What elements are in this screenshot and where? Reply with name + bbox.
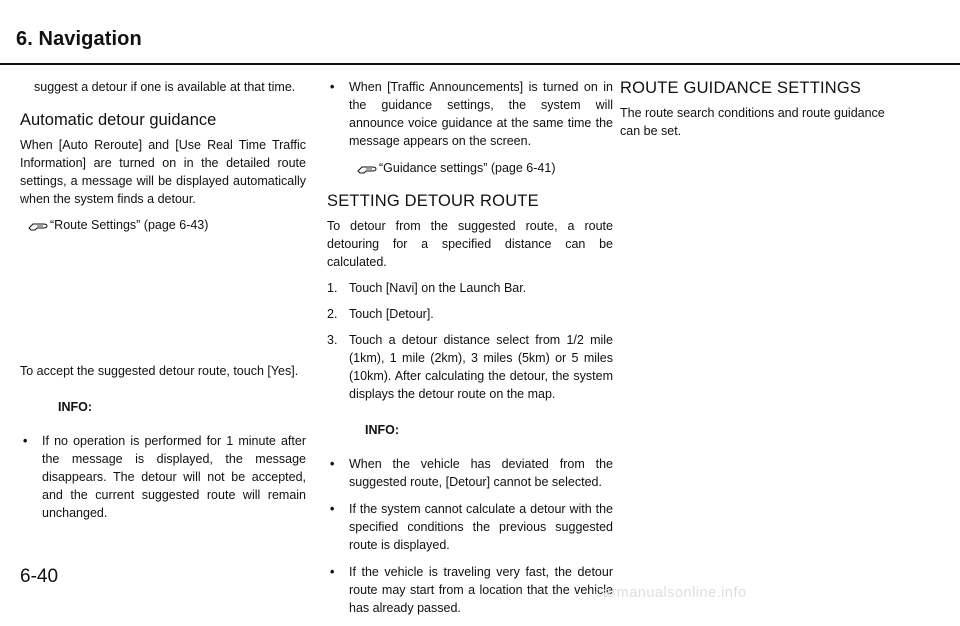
paragraph-auto-reroute: When [Auto Reroute] and [Use Real Time Traffic Information] are turned on in the detailed route settings, a message will be displayed automatically when the system finds a detour. [20, 138, 306, 206]
step-item [327, 331, 613, 403]
step-item [327, 305, 613, 323]
column-2 [327, 78, 613, 626]
step-number: 1. [327, 281, 338, 295]
watermark: carmanualsonline.info [595, 585, 747, 601]
step-text: Touch [Navi] on the Launch Bar. [349, 281, 527, 295]
list-item [327, 563, 613, 617]
page-number: 6-40 [20, 566, 59, 587]
list-item [20, 432, 306, 522]
info-label: INFO: [58, 400, 93, 414]
paragraph-route-guidance: The route search conditions and route guidance can be set. [620, 106, 885, 138]
list-item [327, 78, 613, 150]
list-item-text: When the vehicle has deviated from the suggested route, [Detour] cannot be selected. [349, 457, 613, 489]
list-item [327, 455, 613, 491]
column-1 [20, 78, 306, 531]
step-text: Touch a detour distance select from 1/2 mile (1km), 1 mile (2km), 3 miles (5km) or 5 miles (10km). After calculating the detour, the system displays the detour route on the map. [349, 333, 613, 401]
section-heading-setting-detour: SETTING DETOUR ROUTE [327, 192, 539, 210]
cross-reference-guidance-settings[interactable] [327, 159, 613, 177]
continued-paragraph: suggest a detour if one is available at that time. [34, 80, 296, 94]
step-number: 2. [327, 307, 338, 321]
list-item [327, 500, 613, 554]
paragraph-detour-intro: To detour from the suggested route, a route detouring for a specified distance can be calculated. [327, 219, 613, 269]
spacer [20, 242, 306, 362]
cross-reference-text: “Route Settings” (page 6-43) [50, 218, 209, 232]
section-heading-automatic-detour: Automatic detour guidance [20, 111, 217, 129]
step-text: Touch [Detour]. [349, 307, 434, 321]
list-item-text: If no operation is performed for 1 minute after the message is displayed, the message disappears. The detour will not be accepted, and the current suggested route will remain unchanged. [42, 434, 306, 520]
list-item-text: If the system cannot calculate a detour with the specified conditions the previous suggested route is displayed. [349, 502, 613, 552]
bullet-dot: • [23, 434, 28, 448]
pointing-hand-icon [357, 164, 377, 174]
cross-reference-text: “Guidance settings” (page 6-41) [379, 161, 556, 175]
list-item-text: When [Traffic Announcements] is turned on in the guidance settings, the system will announce voice guidance at the same time the message appears on the screen. [349, 80, 613, 148]
list-item-text: If the vehicle is traveling very fast, the detour route may start from a location that the vehicle has already passed. [349, 565, 613, 615]
header-rule [0, 63, 960, 65]
info-label: INFO: [365, 423, 400, 437]
bullet-dot: • [330, 502, 335, 516]
bullet-dot: • [330, 80, 335, 94]
bullet-dot: • [330, 457, 335, 471]
pointing-hand-icon [28, 221, 48, 231]
column-3 [620, 78, 906, 148]
chapter-title: 6. Navigation [16, 28, 142, 50]
step-number: 3. [327, 333, 338, 347]
section-heading-route-guidance-settings: ROUTE GUIDANCE SETTINGS [620, 79, 862, 97]
step-item [327, 279, 613, 297]
paragraph-accept-detour: To accept the suggested detour route, touch [Yes]. [20, 364, 299, 378]
cross-reference-route-settings[interactable] [20, 216, 306, 234]
bullet-dot: • [330, 565, 335, 579]
